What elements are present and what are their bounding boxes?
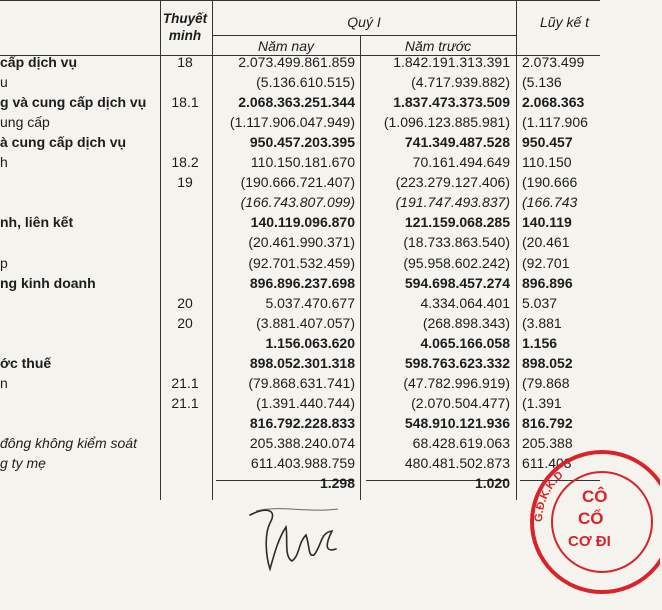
row-note: 18 (177, 54, 193, 70)
row-label: p (0, 254, 8, 271)
row-value-prior-year: (268.898.343) (422, 314, 510, 331)
row-value-prior-year: (4.717.939.882) (411, 74, 510, 91)
row-value-prior-year: 121.159.068.285 (404, 214, 510, 231)
row-value-current-year: 1.298 (319, 475, 355, 492)
note-col-left-border (160, 0, 161, 500)
row-value-current-year: 2.068.363.251.344 (238, 94, 355, 111)
row-value-current-year: 896.896.237.698 (249, 274, 355, 291)
row-value-current-year: 950.457.203.395 (249, 134, 355, 151)
row-label: ng kinh doanh (0, 274, 96, 291)
row-value-ytd: (79.868 (522, 374, 570, 391)
row-value-prior-year: 4.065.166.058 (420, 334, 510, 351)
row-label: à cung cấp dịch vụ (0, 134, 127, 151)
stamp-text-2: CỔ (578, 509, 604, 528)
row-value-prior-year: (1.096.123.885.981) (383, 114, 510, 131)
quarter-header: Quý I (347, 14, 381, 30)
row-note: 20 (177, 294, 193, 311)
row-value-current-year: (3.881.407.057) (256, 314, 355, 331)
row-value-current-year: 816.792.228.833 (249, 414, 355, 431)
row-value-prior-year: 70.161.494.649 (412, 154, 510, 171)
row-label: g và cung cấp dịch vụ (0, 94, 147, 111)
row-value-prior-year: (2.070.504.477) (411, 394, 510, 411)
row-label: cấp dịch vụ (0, 54, 78, 70)
row-value-ytd: (1.391 (522, 394, 562, 411)
row-label: ung cấp (0, 114, 50, 131)
row-value-ytd: (92.701 (522, 254, 570, 271)
row-value-prior-year: 548.910.121.936 (404, 414, 510, 431)
row-value-ytd: (5.136 (522, 74, 562, 91)
row-value-prior-year: 480.481.502.873 (404, 455, 510, 471)
company-seal (520, 440, 660, 610)
row-value-current-year: (166.743.807.099) (240, 194, 355, 211)
row-value-ytd: 2.073.499 (522, 54, 585, 70)
current-year-header: Năm nay (257, 38, 315, 54)
stamp-ring-text: G.Đ.K.K.D (532, 469, 566, 523)
row-value-ytd: 205.388 (522, 434, 573, 451)
row-label: n (0, 374, 8, 391)
quarter-header-divider (212, 35, 516, 36)
note-header-line2: minh (168, 28, 202, 43)
row-value-prior-year: 598.763.623.332 (404, 354, 510, 371)
row-value-current-year: (20.461.990.371) (248, 234, 355, 251)
table-top-border (0, 0, 600, 1)
row-value-prior-year: 1.020 (474, 475, 510, 492)
row-label: h (0, 154, 8, 171)
row-note: 20 (177, 314, 193, 331)
row-note: 19 (177, 174, 193, 191)
row-value-ytd: 2.068.363 (522, 94, 585, 111)
prior-year-header: Năm trước (404, 38, 472, 54)
row-value-ytd: (20.461 (522, 234, 570, 251)
row-value-current-year: 898.052.301.318 (249, 354, 355, 371)
row-value-current-year: (79.868.631.741) (248, 374, 355, 391)
row-value-current-year: 5.037.470.677 (265, 294, 355, 311)
current-col-left-border (212, 0, 213, 500)
row-value-ytd: (190.666 (522, 174, 578, 191)
row-value-current-year: 110.150.181.670 (250, 154, 355, 171)
row-value-prior-year: 741.349.487.528 (404, 134, 510, 151)
ytd-header: Lũy kế t (540, 14, 590, 30)
row-value-ytd: 140.119 (522, 214, 572, 231)
row-value-current-year: 611.403.988.759 (250, 455, 355, 471)
row-value-prior-year: (95.958.602.242) (403, 254, 510, 271)
row-value-prior-year: 4.334.064.401 (420, 294, 510, 311)
row-label: u (0, 74, 8, 91)
row-note: 21.1 (171, 394, 199, 411)
row-value-ytd: (3.881 (522, 314, 562, 331)
row-label: ớc thuế (0, 354, 52, 371)
row-value-current-year: (92.701.532.459) (248, 254, 355, 271)
row-value-current-year: (190.666.721.407) (240, 174, 355, 191)
row-value-ytd: 896.896 (522, 274, 573, 291)
row-value-current-year: 2.073.499.861.859 (238, 54, 355, 70)
row-label: đông không kiểm soát (0, 434, 137, 451)
row-value-prior-year: (47.782.996.919) (403, 374, 510, 391)
row-value-current-year: 205.388.240.074 (249, 434, 355, 451)
row-label: nh, liên kết (0, 214, 74, 231)
row-value-ytd: 816.792 (522, 414, 573, 431)
row-note: 18.1 (171, 94, 199, 111)
row-value-ytd: 5.037 (522, 294, 558, 311)
row-value-prior-year: (223.279.127.406) (395, 174, 510, 191)
ytd-col-left-border (516, 0, 517, 500)
row-value-ytd: 1.156 (522, 334, 558, 351)
row-value-current-year: (1.117.906.047.949) (229, 114, 355, 131)
row-value-current-year: 1.156.063.620 (265, 334, 355, 351)
signature-mark (248, 505, 348, 575)
row-value-ytd: (166.743 (522, 194, 578, 211)
row-value-ytd: (1.117.906 (522, 114, 588, 131)
row-value-prior-year: (191.747.493.837) (395, 194, 510, 211)
note-header-line1: Thuyết (162, 11, 208, 26)
row-value-ytd: 950.457 (522, 134, 573, 151)
row-value-current-year: (1.391.440.744) (256, 394, 355, 411)
stamp-text-1: CÔ (582, 487, 608, 506)
row-value-prior-year: 594.698.457.274 (404, 274, 510, 291)
row-value-current-year: (5.136.610.515) (256, 74, 355, 91)
row-value-prior-year: (18.733.863.540) (403, 234, 510, 251)
row-value-prior-year: 1.842.191.313.391 (393, 54, 510, 70)
row-value-prior-year: 1.837.473.373.509 (393, 94, 510, 111)
row-label: g ty mẹ (0, 455, 46, 471)
row-note: 21.1 (171, 374, 199, 391)
row-value-ytd: 611.403 (522, 455, 572, 471)
row-value-current-year: 140.119.096.870 (250, 214, 355, 231)
row-note: 18.2 (171, 154, 199, 171)
row-value-prior-year: 68.428.619.063 (412, 434, 510, 451)
row-value-ytd: 110.150 (522, 154, 572, 171)
row-value-ytd: 898.052 (522, 354, 573, 371)
stamp-text-3: CƠ ĐI (568, 533, 611, 550)
